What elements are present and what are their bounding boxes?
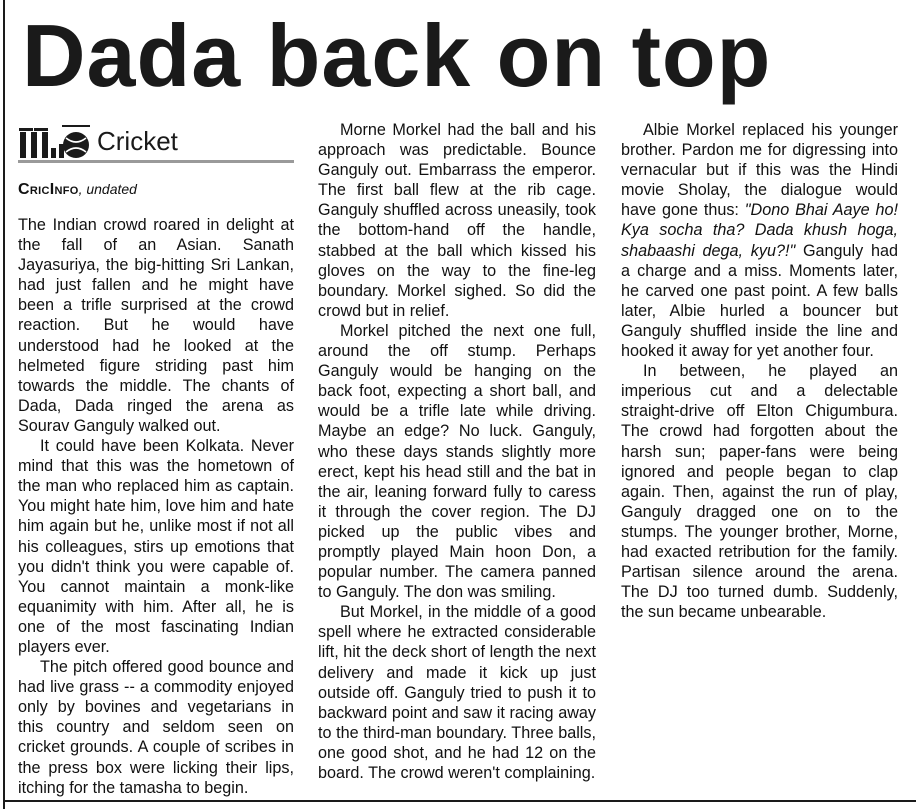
section-title: Cricket <box>97 126 178 156</box>
sholay-dialogue-quote: "Dono Bhai Aaye ho! Kya socha tha? Dada khush hoga, shabaashi dega, kyu?!" <box>621 201 898 260</box>
source-name: CricInfo <box>18 181 79 198</box>
byline <box>18 180 294 199</box>
cricket-stumps-ball-logo <box>18 122 92 158</box>
article-column-3 <box>621 120 898 622</box>
section-header <box>18 120 294 166</box>
bottom-border-rule <box>3 800 916 802</box>
dateline: , undated <box>78 181 137 197</box>
headline: Dada back on top <box>22 6 772 105</box>
paragraph-8: In between, he played an imperious cut and a delectable straight-drive off Elton Chigumbura. The crowd had forgotten about the harsh sun; paper-fans were being ignored and people began to clap again. Then, against the run of play, Ganguly dragged one on to the stumps. The younger brother, Morne, had exacted retribution for the family. Partisan silence around the arena. The DJ too turned dumb. Suddenly, the sun became unbearable. <box>621 362 898 622</box>
paragraph-6: But Morkel, in the middle of a good spell where he extracted considerable lift, hit the deck short of length the next delivery and made it kick up just outside off. Ganguly tried to push it to backward point and saw it racing away to the third-man boundary. Three balls, one good shot, and he had 12 on the board. The crowd weren't complaining. <box>318 603 596 782</box>
article-column-1 <box>18 120 294 798</box>
paragraph-5: Morkel pitched the next one full, around the off stump. Perhaps Ganguly would be hanging on the back foot, expecting a short ball, and would be a trifle late while driving. Maybe an edge? No luck. Ganguly, who these days stands slightly more erect, kept his head still and the bat in the air, leaning forward fully to caress it through the cover region. The DJ picked up the public vibes and promptly played Main hoon Don, a popular number. The camera panned to Ganguly. The don was smiling. <box>318 321 596 602</box>
paragraph-7 <box>621 120 898 361</box>
paragraph-7-text-a: Albie Morkel replaced his younger brother. Pardon me for digressing into vernacular but if this was the Hindi movie Sholay, the dialogue would have gone thus: <box>621 121 898 220</box>
paragraph-7-text-b: Ganguly had a charge and a miss. Moments later, he carved one past point. A few balls later, Albie hurled a bouncer but Ganguly shuffled inside the line and hooked it away for yet another four. <box>621 241 898 361</box>
article-column-2 <box>318 120 596 783</box>
paragraph-4: Morne Morkel had the ball and his approach was predictable. Bounce Ganguly out. Embarrass the emperor. The first ball flew at the rib cage. Ganguly shuffled across uneasily, took the bottom-hand off the handle, stabbed at the ball which kissed his gloves on the way to the fine-leg boundary. Morkel sighed. So did the crowd but in relief. <box>318 121 596 320</box>
left-border-rule <box>3 0 5 809</box>
paragraph-2: It could have been Kolkata. Never mind that this was the hometown of the man who replaced him as captain. You might hate him, love him and hate him again but he, unlike most if not all his colleagues, stirs up emotions that you didn't think you were capable of. You cannot maintain a monk-like equanimity with him. After all, he is one of the most fascinating Indian players ever. <box>18 437 294 656</box>
section-divider <box>18 160 294 163</box>
paragraph-3: The pitch offered good bounce and had live grass -- a commodity enjoyed only by bovines and vegetarians in this country and seldom seen on cricket grounds. A couple of scribes in the press box were licking their lips, itching for the tamasha to begin. <box>18 658 294 797</box>
paragraph-1: The Indian crowd roared in delight at the fall of an Asian. Sanath Jayasuriya, the big-hitting Sri Lankan, had just fallen and he might have been a trifle surprised at the crowd reaction. But he would have understood had he looked at the helmeted figure striding past him towards the middle. The chants of Dada, Dada ringed the arena as Sourav Ganguly walked out. <box>18 216 294 435</box>
